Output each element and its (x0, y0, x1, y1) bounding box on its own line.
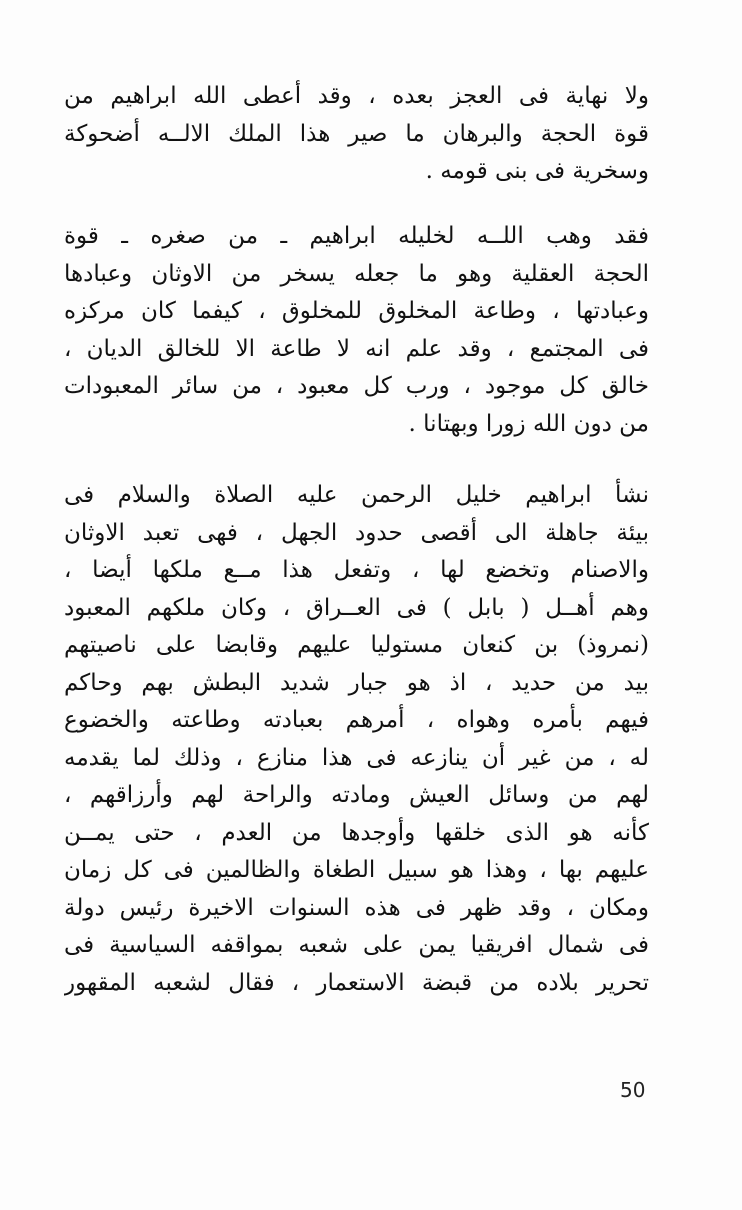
paragraph-3 (64, 477, 649, 1002)
text-line: وسخرية فى بنى قومه . (425, 158, 649, 184)
text-line: فى المجتمع ، وقد علم انه لا طاعة الا للخالق الديان ، (64, 335, 649, 362)
text-line: بيئة جاهلة الى أقصى حدود الجهل ، فهى تعبد الاوثان (64, 519, 649, 546)
text-line: بيد من حديد ، اذ هو جبار شديد البطش بهم وحاكم (64, 669, 649, 696)
text-line: وهم أهــل ( بابل ) فى العــراق ، وكان ملكهم المعبود (64, 594, 649, 621)
text-line: تحرير بلاده من قبضة الاستعمار ، فقال لشعبه المقهور (64, 969, 649, 996)
paragraph-1 (64, 78, 649, 191)
text-line: وعبادتها ، وطاعة المخلوق للمخلوق ، كيفما كان مركزه (64, 298, 649, 324)
text-line: نشأ ابراهيم خليل الرحمن عليه الصلاة والسلام فى (64, 482, 649, 508)
text-line: فيهم بأمره وهواه ، أمرهم بعبادته وطاعته والخضوع (64, 707, 649, 733)
text-line: ولا نهاية فى العجز بعده ، وقد أعطى الله ابراهيم من (64, 83, 649, 109)
text-line: الحجة العقلية وهو ما جعله يسخر من الاوثان وعبادها (64, 260, 649, 287)
text-line: فقد وهب اللــه لخليله ابراهيم ـ من صغره ـ قوة (64, 223, 649, 249)
text-line: فى شمال افريقيا يمن على شعبه بمواقفه السياسية فى (64, 932, 649, 958)
text-line: قوة الحجة والبرهان ما صير هذا الملك الالــه أضحوكة (64, 120, 649, 147)
text-line: عليهم بها ، وهذا هو سبيل الطغاة والظالمين فى كل زمان (64, 857, 649, 883)
paragraph-2 (64, 218, 649, 443)
text-line: ومكان ، وقد ظهر فى هذه السنوات الاخيرة رئيس دولة (64, 894, 649, 921)
page-number: 50 (620, 1078, 646, 1102)
text-line: (نمروذ) بن كنعان مستوليا عليهم وقابضا على ناصيتهم (64, 632, 649, 658)
text-line: لهم من وسائل العيش ومادته والراحة لهم وأرزاقهم ، (64, 782, 649, 808)
text-line: له ، من غير أن ينازعه فى هذا منازع ، وذلك لما يقدمه (64, 744, 649, 771)
text-line: والاصنام وتخضع لها ، وتفعل هذا مــع ملكها أيضا ، (64, 557, 649, 583)
text-line: كأنه هو الذى خلقها وأوجدها من العدم ، حتى يمــن (64, 819, 649, 846)
text-line: خالق كل موجود ، ورب كل معبود ، من سائر المعبودات (64, 373, 649, 399)
text-line: من دون الله زورا وبهتانا . (408, 410, 649, 437)
